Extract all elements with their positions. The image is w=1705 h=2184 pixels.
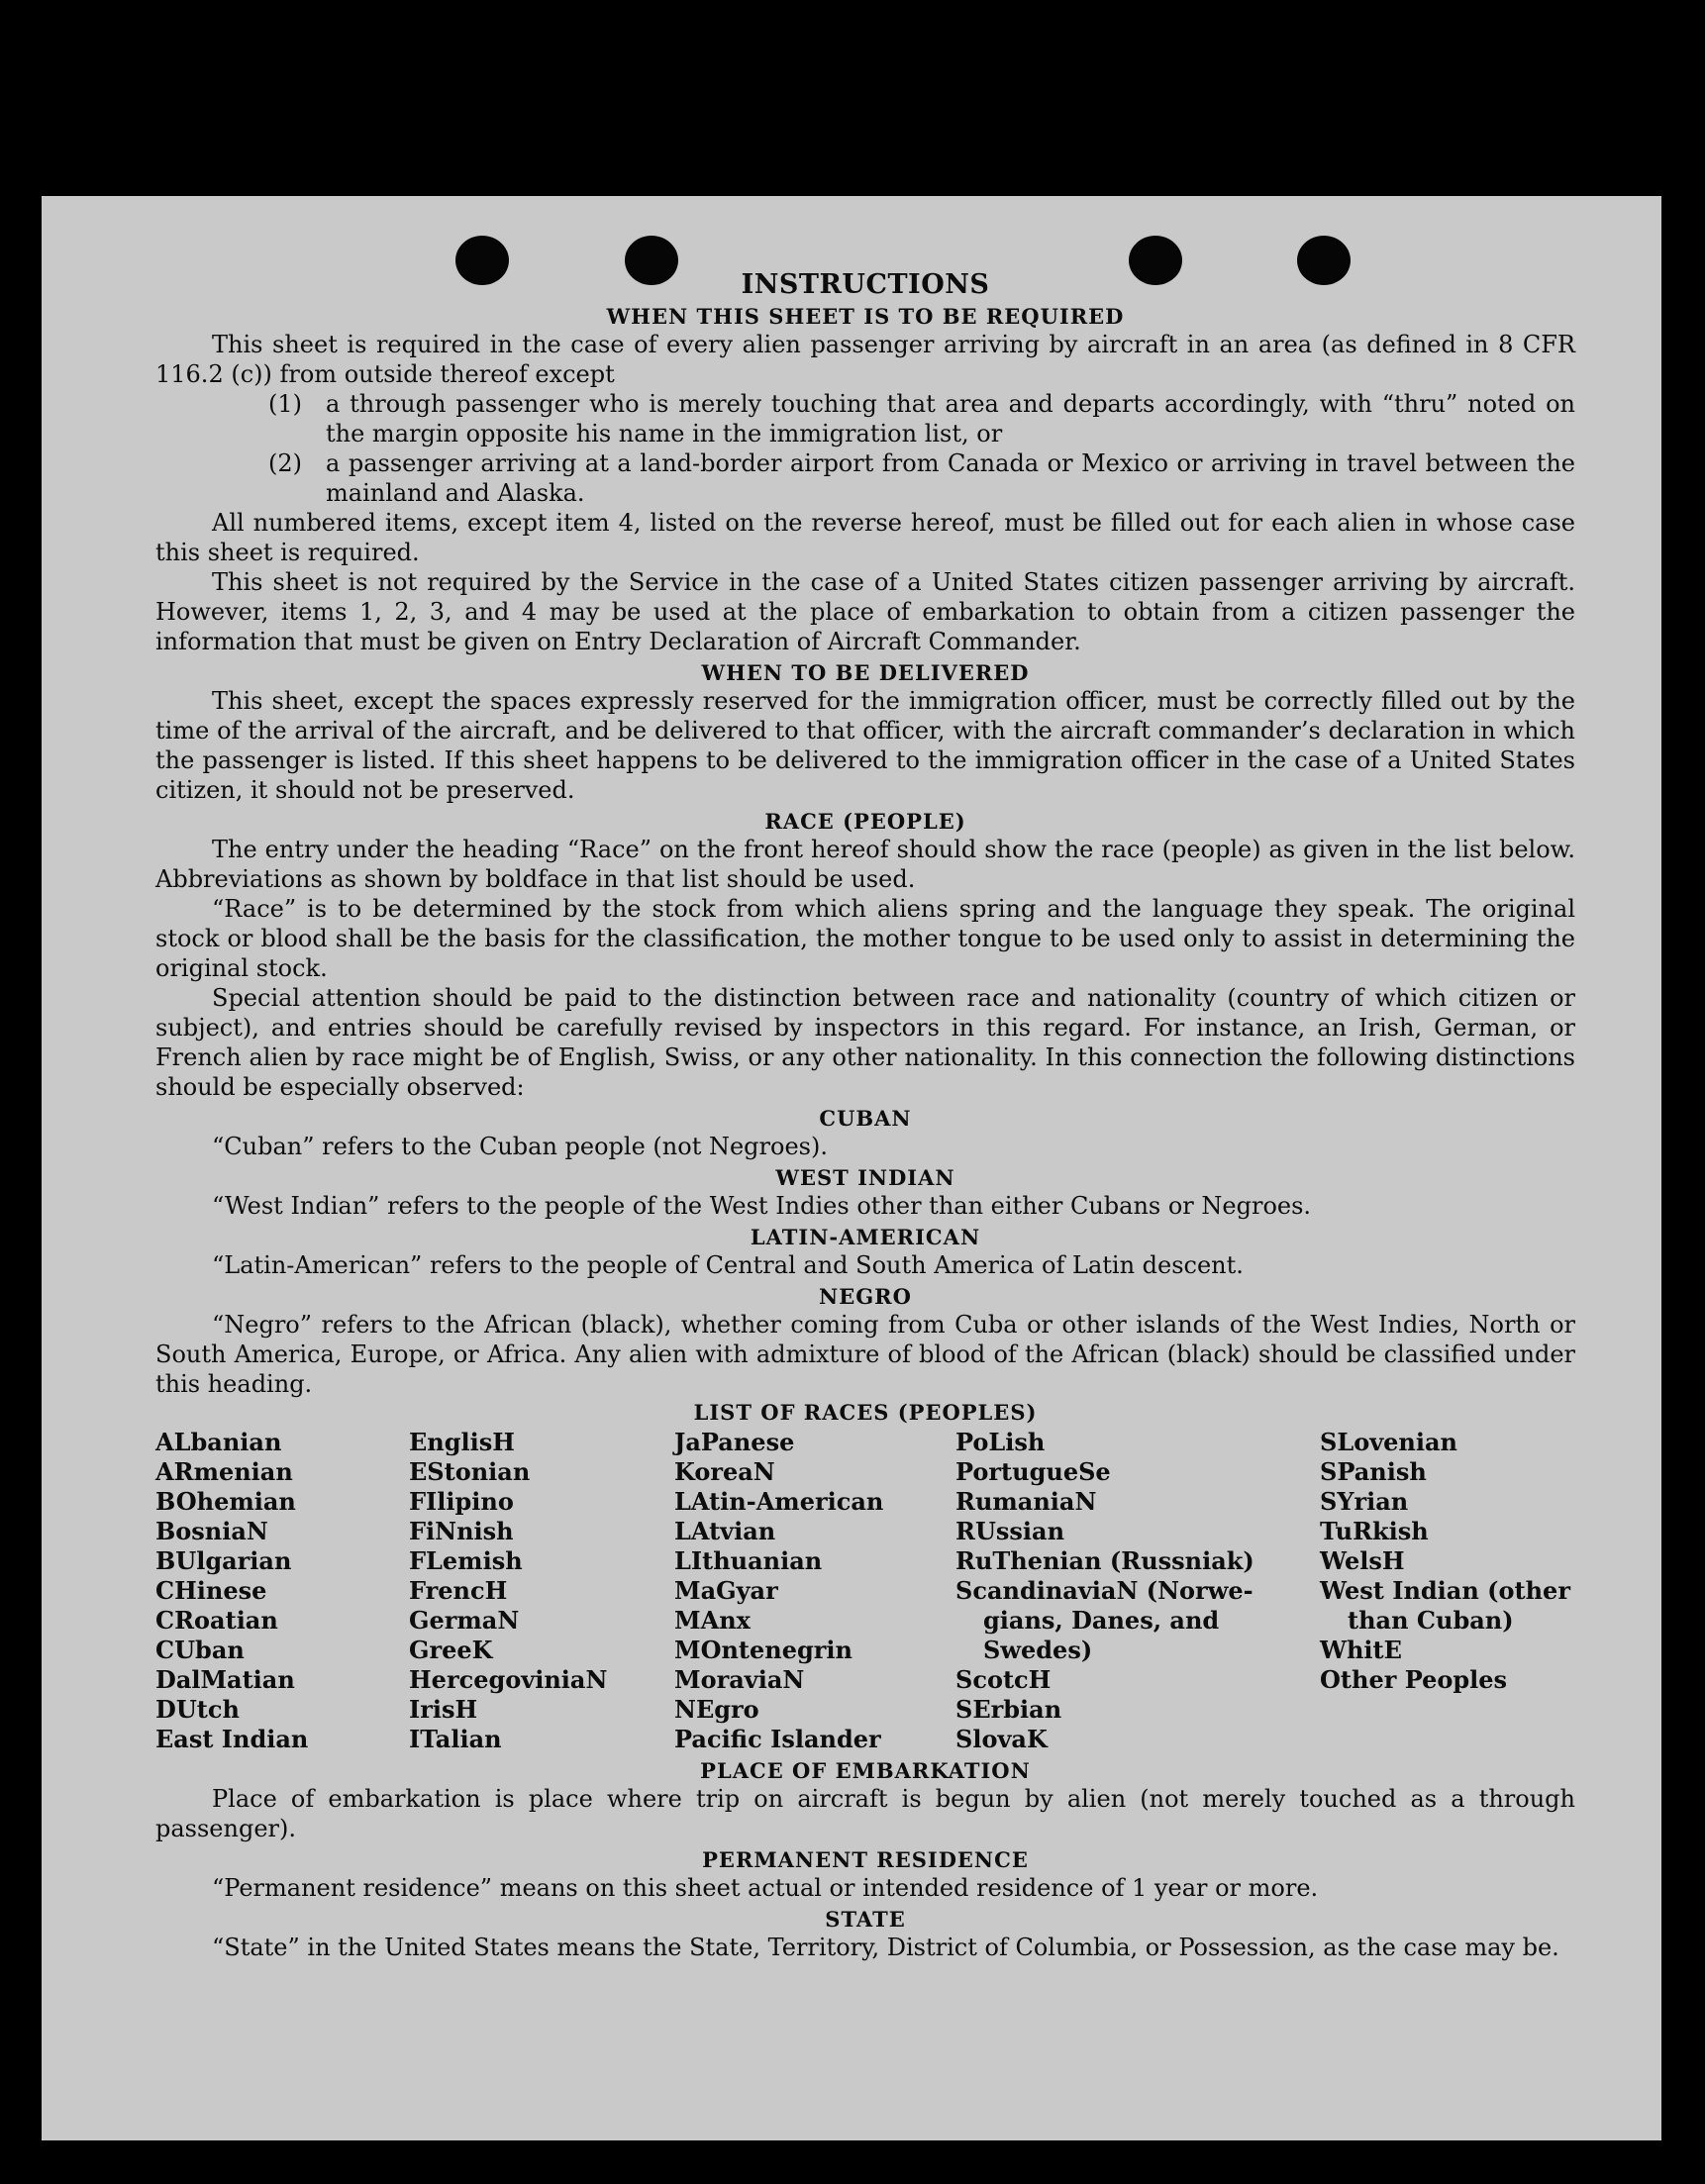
race-entry: CRoatian [155, 1606, 278, 1635]
race-entry: WhitE [1320, 1636, 1402, 1664]
list-item [268, 448, 1575, 508]
item-text: a through passenger who is merely touching that area and departs accordingly, with “thru” noted on the margin opposite his name in the immigration list, or [326, 390, 1575, 447]
race-entry: LAtvian [674, 1517, 776, 1545]
race-entry: RumaniaN [955, 1487, 1097, 1516]
item-number: (2) [268, 449, 302, 477]
race-entry: WelsH [1320, 1546, 1405, 1575]
paragraph: Place of embarkation is place where trip on aircraft is begun by alien (not merely touched as a through passenger). [155, 1785, 1575, 1842]
race-entry: TuRkish [1320, 1517, 1429, 1545]
race-entry: BUlgarian [155, 1546, 292, 1575]
race-entry: DUtch [155, 1695, 240, 1724]
race-entry: RUssian [955, 1517, 1065, 1545]
race-entry: IrisH [409, 1695, 478, 1724]
race-entry: MOntenegrin [674, 1636, 852, 1664]
race-entry: SLovenian [1320, 1428, 1457, 1456]
races-column [409, 1428, 674, 1754]
race-entry: East Indian [155, 1725, 309, 1753]
race-entry: SYrian [1320, 1487, 1409, 1516]
race-entry: LAtin-American [674, 1487, 884, 1516]
race-entry: ScotcH [955, 1665, 1052, 1694]
race-entry: GermaN [409, 1606, 520, 1635]
race-entry: RuThenian (Russniak) [955, 1546, 1254, 1575]
race-entry: CUban [155, 1636, 245, 1664]
section-heading-west-indian: WEST INDIAN [775, 1165, 955, 1190]
race-entry: MoraviaN [674, 1665, 805, 1694]
races-table [155, 1428, 1575, 1754]
section-heading-required: WHEN THIS SHEET IS TO BE REQUIRED [606, 304, 1125, 329]
section-heading-race: RACE (PEOPLE) [764, 809, 966, 834]
paragraph: This sheet is required in the case of every alien passenger arriving by aircraft in an area (as defined in 8 CFR 116.2 (c)) from outside thereof except [155, 331, 1575, 388]
race-entry: NEgro [674, 1695, 759, 1724]
race-entry: Pacific Islander [674, 1725, 881, 1753]
race-entry: PoLish [955, 1428, 1046, 1456]
paragraph: “State” in the United States means the State, Territory, District of Columbia, or Possession, as the case may be. [212, 1934, 1559, 1961]
race-entry: ScandinaviaN (Norwe- [955, 1576, 1254, 1605]
section-heading-state: STATE [825, 1907, 906, 1932]
race-entry: West Indian (other [1320, 1576, 1570, 1605]
paragraph: “Permanent residence” means on this sheet actual or intended residence of 1 year or more. [212, 1874, 1319, 1902]
races-column [674, 1428, 955, 1754]
race-entry: gians, Danes, and [983, 1606, 1220, 1635]
section-heading-latin-american: LATIN-AMERICAN [750, 1225, 981, 1249]
races-column [1320, 1428, 1575, 1754]
section-heading-negro: NEGRO [819, 1284, 912, 1309]
race-entry: BOhemian [155, 1487, 296, 1516]
race-entry: SErbian [955, 1695, 1062, 1724]
race-entry: EnglisH [409, 1428, 515, 1456]
race-entry: ALbanian [155, 1428, 282, 1456]
paragraph: All numbered items, except item 4, listed on the reverse hereof, must be filled out for each alien in whose case this sheet is required. [155, 509, 1575, 566]
section-heading-embarkation: PLACE OF EMBARKATION [700, 1758, 1031, 1783]
race-entry: ITalian [409, 1725, 502, 1753]
paragraph: Special attention should be paid to the distinction between race and nationality (country of which citizen or subject), and entries should be carefully revised by inspectors in this regard. For instance, an Irish, German, or French alien by race might be of English, Swiss, or any other nationality. In this connection the following distinctions should be especially observed: [155, 984, 1575, 1101]
race-entry: DalMatian [155, 1665, 295, 1694]
race-entry: Swedes) [983, 1636, 1093, 1664]
section-heading-residence: PERMANENT RESIDENCE [702, 1847, 1029, 1872]
race-entry: FLemish [409, 1546, 523, 1575]
item-number: (1) [268, 390, 302, 418]
race-entry: MaGyar [674, 1576, 778, 1605]
paragraph: “West Indian” refers to the people of the West Indies other than either Cubans or Negroes. [212, 1192, 1312, 1220]
race-entry: FIlipino [409, 1487, 514, 1516]
paragraph: This sheet is not required by the Service in the case of a United States citizen passenger arriving by aircraft. However, items 1, 2, 3, and 4 may be used at the place of embarkation to obtain from a citizen passenger the information that must be given on Entry Declaration of Aircraft Commander. [155, 568, 1575, 655]
race-entry: BosniaN [155, 1517, 268, 1545]
race-entry: ARmenian [155, 1457, 293, 1486]
race-entry: JaPanese [674, 1428, 795, 1456]
race-entry: GreeK [409, 1636, 493, 1664]
race-entry: KoreaN [674, 1457, 775, 1486]
races-column [955, 1428, 1320, 1754]
race-entry: PortugueSe [955, 1457, 1111, 1486]
race-entry: LIthuanian [674, 1546, 823, 1575]
race-entry: Other Peoples [1320, 1665, 1508, 1694]
paragraph: “Race” is to be determined by the stock from which aliens spring and the language they speak. The original stock or blood shall be the basis for the classification, the mother tongue to be used only to assist in determining the original stock. [155, 895, 1575, 982]
race-entry: EStonian [409, 1457, 531, 1486]
instructions-content [155, 269, 1575, 1962]
section-heading-list-of-races: LIST OF RACES (PEOPLES) [693, 1400, 1038, 1425]
race-entry: SPanish [1320, 1457, 1427, 1486]
race-entry: than Cuban) [1348, 1606, 1514, 1635]
race-entry: FiNnish [409, 1517, 514, 1545]
item-text: a passenger arriving at a land-border airport from Canada or Mexico or arriving in travel between the mainland and Alaska. [326, 449, 1575, 507]
race-entry: CHinese [155, 1576, 267, 1605]
page-title: INSTRUCTIONS [741, 269, 990, 300]
race-entry: MAnx [674, 1606, 751, 1635]
race-entry: HercegoviniaN [409, 1665, 608, 1694]
race-entry: SlovaK [955, 1725, 1048, 1753]
race-entry: FrencH [409, 1576, 508, 1605]
list-item [268, 389, 1575, 448]
paragraph: “Cuban” refers to the Cuban people (not Negroes). [212, 1133, 828, 1160]
paragraph: “Negro” refers to the African (black), whether coming from Cuba or other islands of the West Indies, North or South America, Europe, or Africa. Any alien with admixture of blood of the African (black) should be classified under this heading. [155, 1311, 1575, 1398]
paragraph: “Latin-American” refers to the people of Central and South America of Latin descent. [212, 1251, 1244, 1279]
section-heading-cuban: CUBAN [819, 1106, 912, 1131]
paragraph: The entry under the heading “Race” on the front hereof should show the race (people) as given in the list below. Abbreviations as shown by boldface in that list should be used. [155, 836, 1575, 893]
paragraph: This sheet, except the spaces expressly reserved for the immigration officer, must be correctly filled out by the time of the arrival of the aircraft, and be delivered to that officer, with the aircraft commander’s declaration in which the passenger is listed. If this sheet happens to be delivered to the immigration officer in the case of a United States citizen, it should not be preserved. [155, 687, 1575, 804]
section-heading-delivered: WHEN TO BE DELIVERED [701, 660, 1030, 685]
races-column [155, 1428, 409, 1754]
